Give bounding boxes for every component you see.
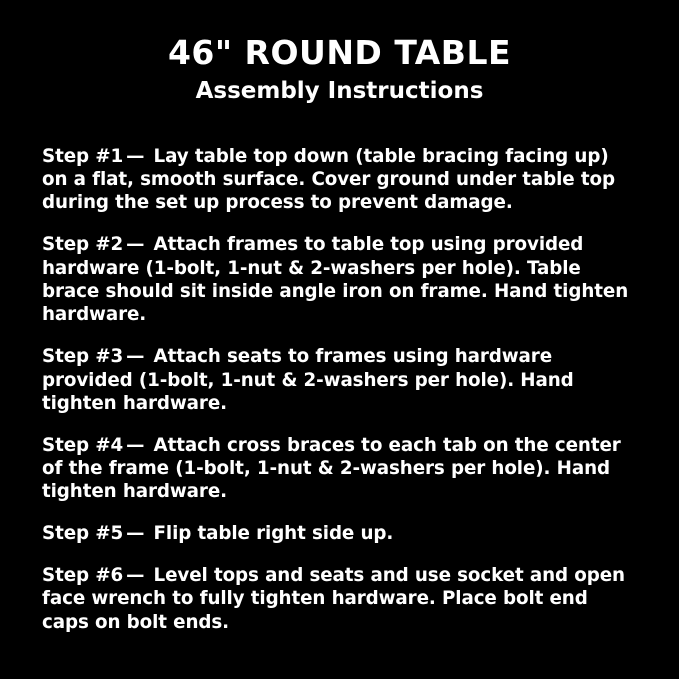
page-title: 46" ROUND TABLE	[167, 33, 512, 72]
step-item	[42, 145, 637, 215]
title-block	[42, 34, 637, 104]
step-item	[42, 434, 637, 504]
step-item	[42, 233, 637, 327]
step-item	[42, 345, 637, 415]
step-dash: —	[126, 234, 145, 256]
step-label: Step #1	[42, 145, 124, 167]
step-text: Lay table top down (table bracing facing up) on a flat, smooth surface. Cover ground under table top during the set up process to prevent damage.	[42, 145, 615, 214]
step-text: Level tops and seats and use socket and open face wrench to fully tighten hardware. Place bolt end caps on bolt ends.	[42, 564, 625, 633]
step-label: Step #3	[42, 346, 124, 368]
step-dash: —	[126, 434, 145, 456]
step-item	[42, 564, 637, 634]
step-label: Step #5	[42, 523, 124, 545]
step-dash: —	[126, 564, 145, 586]
step-label: Step #6	[42, 564, 124, 586]
step-text: Attach seats to frames using hardware provided (1-bolt, 1-nut & 2-washers per hole). Hand tighten hardware.	[42, 346, 574, 414]
step-text: Attach cross braces to each tab on the center of the frame (1-bolt, 1-nut & 2-washers per hole). Hand tighten hardware.	[42, 434, 621, 503]
step-text: Attach frames to table top using provided hardware (1-bolt, 1-nut & 2-washers per hole). Table brace should sit inside angle iron on frame. Hand tighten hardware.	[42, 234, 629, 326]
step-text: Flip table right side up.	[153, 523, 394, 545]
step-item	[42, 522, 637, 545]
step-label: Step #2	[42, 234, 124, 256]
steps-list	[42, 126, 637, 634]
step-dash: —	[126, 346, 145, 368]
step-dash: —	[126, 145, 145, 167]
step-label: Step #4	[42, 434, 124, 456]
page-subtitle: Assembly Instructions	[195, 77, 484, 104]
step-dash: —	[126, 523, 145, 545]
